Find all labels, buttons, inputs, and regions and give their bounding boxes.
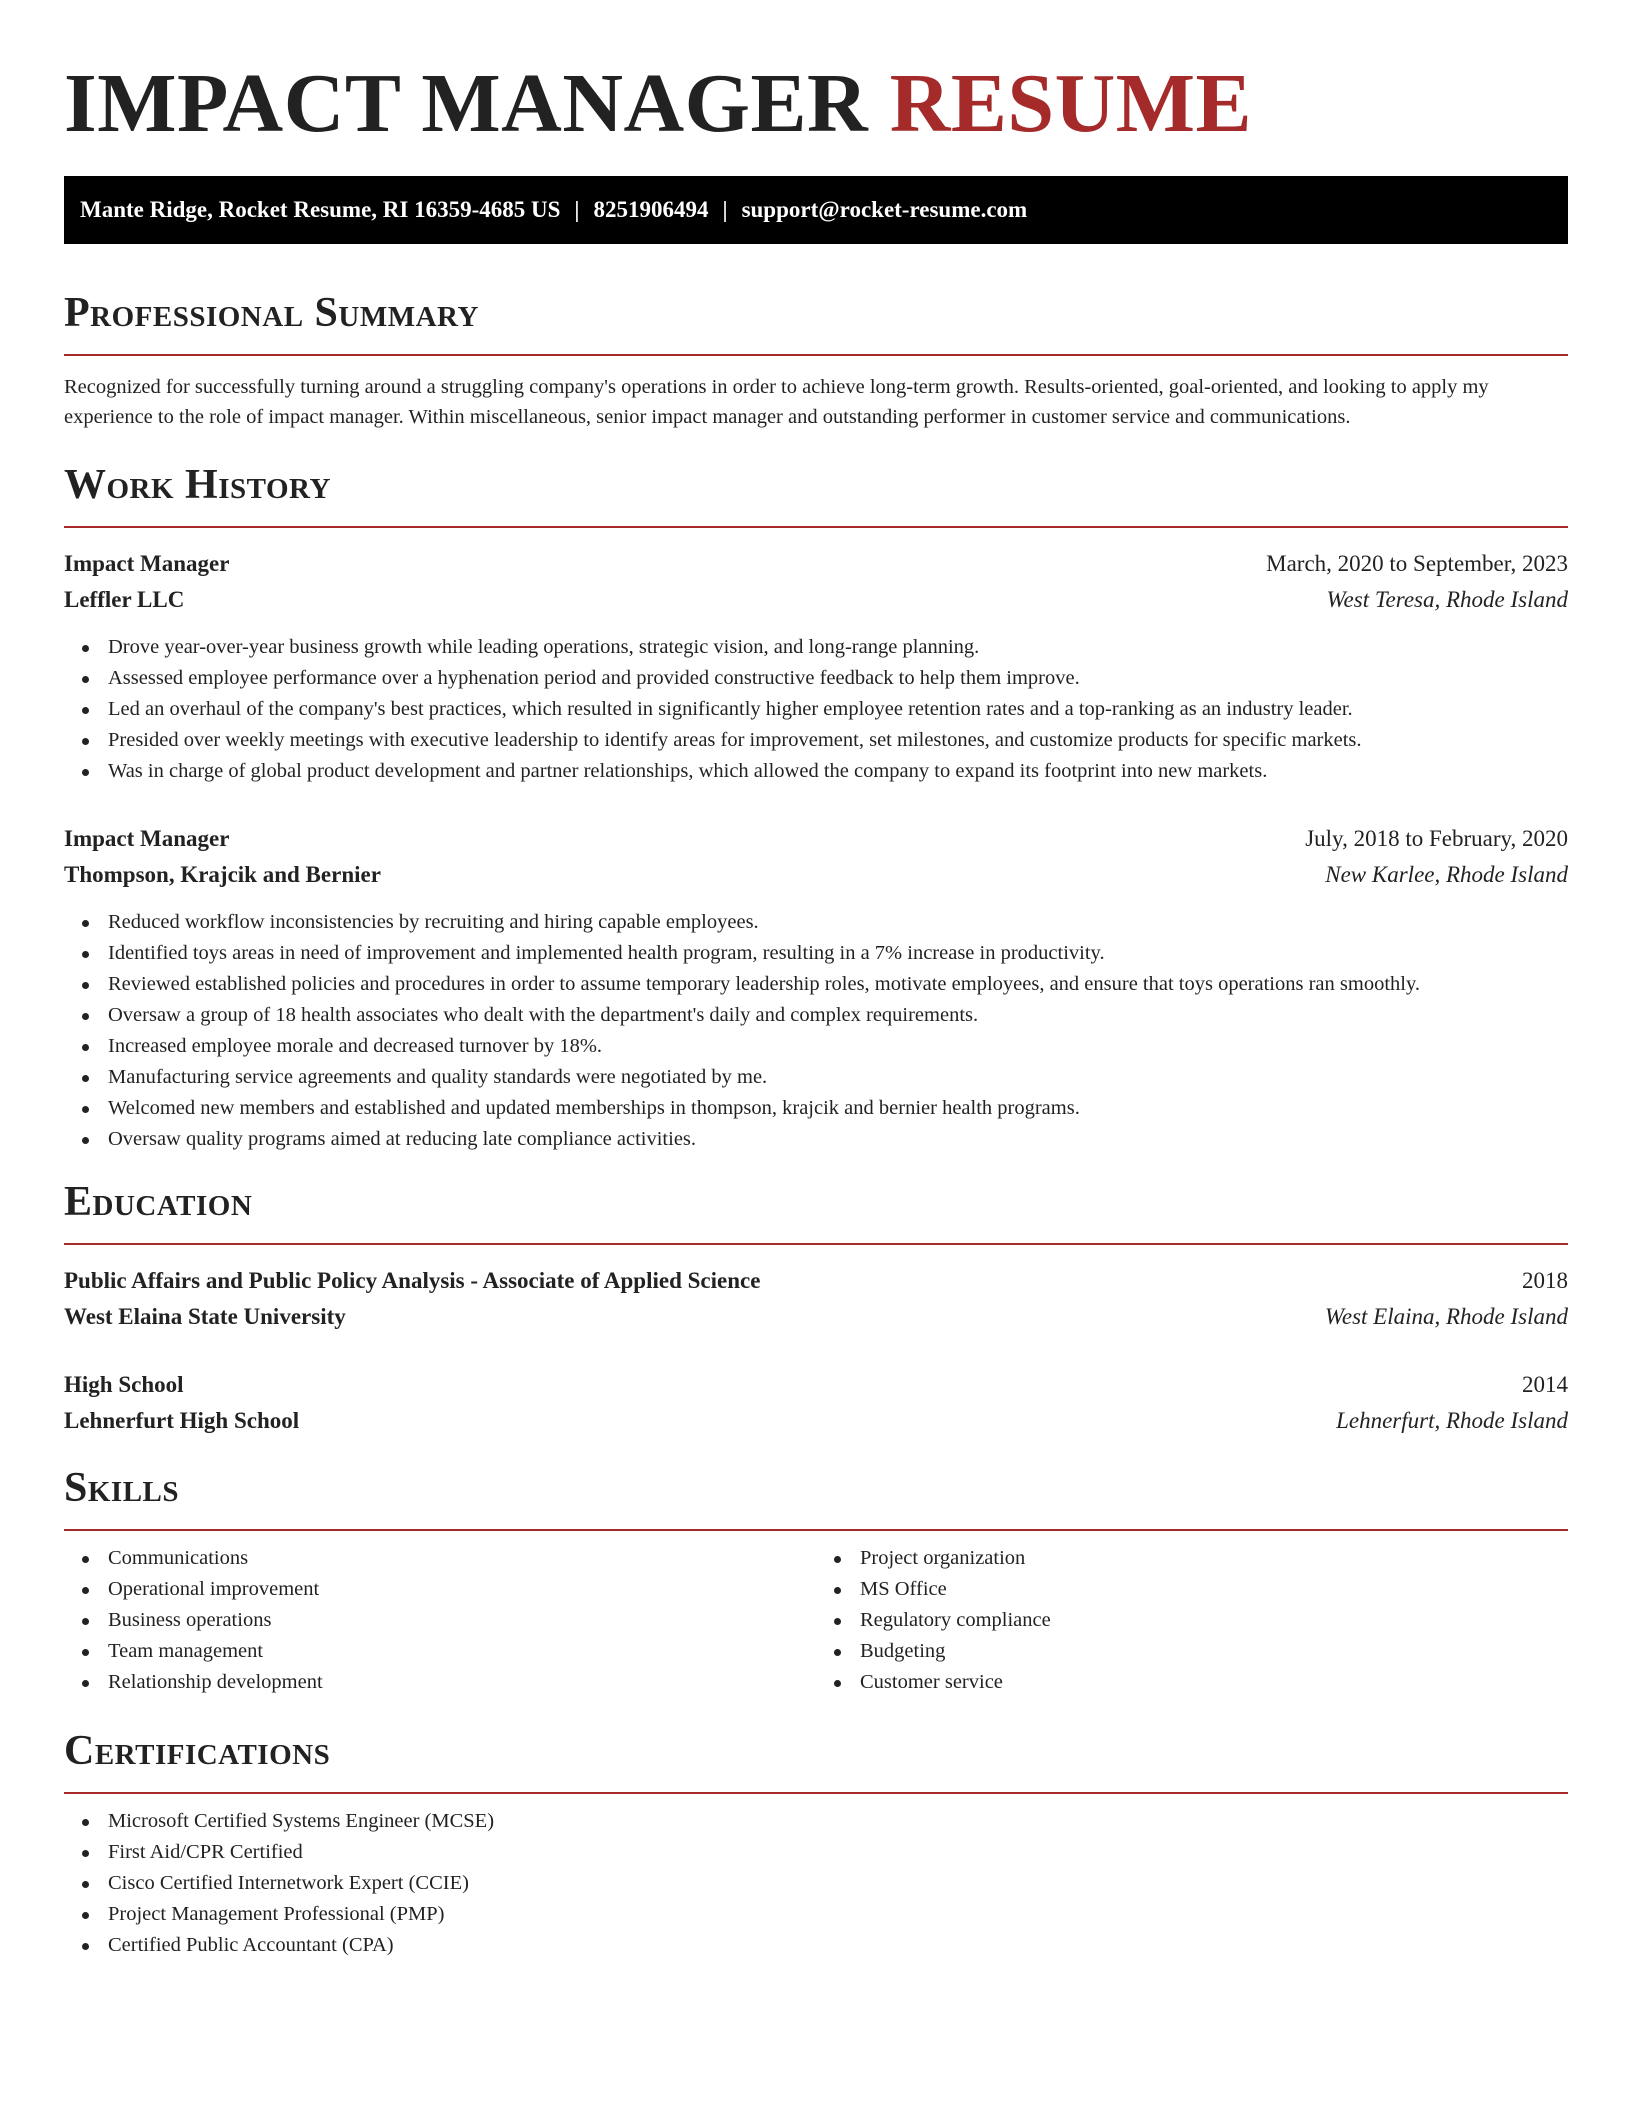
certifications-heading: Certifications	[64, 1728, 331, 1774]
resume-title	[64, 56, 1568, 152]
education-heading: Education	[64, 1179, 253, 1225]
contact-separator: |	[574, 197, 580, 222]
skill-item: Budgeting	[832, 1636, 1568, 1667]
work-history-heading: Work History	[64, 462, 331, 508]
education-location: West Elaina, Rhode Island	[1324, 1304, 1568, 1329]
job-company: Leffler LLC	[64, 587, 185, 612]
job-title: Impact Manager	[64, 826, 230, 851]
summary-heading: Professional Summary	[64, 290, 479, 336]
job-company-row	[64, 582, 1568, 618]
contact-address: Mante Ridge, Rocket Resume, RI 16359-4685 US	[80, 197, 561, 222]
skills-heading: Skills	[64, 1465, 180, 1511]
certification-item: Microsoft Certified Systems Engineer (MCSE)	[80, 1806, 1568, 1837]
skill-item: Team management	[80, 1636, 816, 1667]
certification-item: First Aid/CPR Certified	[80, 1837, 1568, 1868]
job-bullet: Identified toys areas in need of improvement and implemented health program, resulting in a 7% increase in productivity.	[80, 938, 1568, 969]
education-degree: Public Affairs and Public Policy Analysis - Associate of Applied Science	[64, 1268, 761, 1293]
skills-list	[816, 1543, 1568, 1698]
section-divider	[64, 1792, 1568, 1794]
work-history-section	[64, 460, 1568, 1155]
certification-item: Cisco Certified Internetwork Expert (CCIE)	[80, 1868, 1568, 1899]
education-entry	[64, 1263, 1568, 1335]
education-school-row	[64, 1299, 1568, 1335]
job-bullet: Reviewed established policies and procedures in order to assume temporary leadership roles, motivate employees, and ensure that toys operations ran smoothly.	[80, 969, 1568, 1000]
title-main: IMPACT MANAGER	[64, 57, 869, 150]
skills-column-right	[816, 1543, 1568, 1698]
education-school: Lehnerfurt High School	[64, 1408, 300, 1433]
job-bullet: Manufacturing service agreements and quality standards were negotiated by me.	[80, 1062, 1568, 1093]
job-company-row	[64, 857, 1568, 893]
job-bullets	[64, 907, 1568, 1155]
skills-list	[64, 1543, 816, 1698]
summary-section	[64, 288, 1568, 432]
job-title-row	[64, 821, 1568, 857]
education-degree: High School	[64, 1372, 184, 1397]
job-bullet: Drove year-over-year business growth while leading operations, strategic vision, and long-range planning.	[80, 632, 1568, 663]
job-title-row	[64, 546, 1568, 582]
job-dates: March, 2020 to September, 2023	[1266, 551, 1568, 576]
job-title: Impact Manager	[64, 551, 230, 576]
section-divider	[64, 1529, 1568, 1531]
job-company: Thompson, Krajcik and Bernier	[64, 862, 381, 887]
skill-item: Relationship development	[80, 1667, 816, 1698]
certification-item: Certified Public Accountant (CPA)	[80, 1930, 1568, 1961]
education-year: 2014	[1522, 1372, 1568, 1397]
education-location: Lehnerfurt, Rhode Island	[1336, 1408, 1568, 1433]
education-school: West Elaina State University	[64, 1304, 346, 1329]
skills-grid	[64, 1543, 1568, 1698]
job-bullet: Increased employee morale and decreased turnover by 18%.	[80, 1031, 1568, 1062]
skill-item: MS Office	[832, 1574, 1568, 1605]
contact-email[interactable]: support@rocket-resume.com	[741, 197, 1028, 222]
skills-section	[64, 1463, 1568, 1698]
education-school-row	[64, 1403, 1568, 1439]
job-entry	[64, 821, 1568, 1155]
job-bullet: Reduced workflow inconsistencies by recruiting and hiring capable employees.	[80, 907, 1568, 938]
certifications-section	[64, 1726, 1568, 1961]
job-bullet: Assessed employee performance over a hyphenation period and provided constructive feedback to help them improve.	[80, 663, 1568, 694]
job-location: New Karlee, Rhode Island	[1325, 862, 1568, 887]
education-entry	[64, 1367, 1568, 1439]
job-bullet: Oversaw a group of 18 health associates who dealt with the department's daily and complex requirements.	[80, 1000, 1568, 1031]
section-divider	[64, 354, 1568, 356]
education-year: 2018	[1522, 1268, 1568, 1293]
skill-item: Business operations	[80, 1605, 816, 1636]
skill-item: Customer service	[832, 1667, 1568, 1698]
contact-separator: |	[722, 197, 728, 222]
education-degree-row	[64, 1263, 1568, 1299]
section-divider	[64, 1243, 1568, 1245]
education-degree-row	[64, 1367, 1568, 1403]
job-bullets	[64, 632, 1568, 787]
job-entry	[64, 546, 1568, 787]
section-divider	[64, 526, 1568, 528]
skill-item: Operational improvement	[80, 1574, 816, 1605]
skill-item: Project organization	[832, 1543, 1568, 1574]
certification-item: Project Management Professional (PMP)	[80, 1899, 1568, 1930]
job-location: West Teresa, Rhode Island	[1326, 587, 1568, 612]
title-accent: RESUME	[889, 57, 1253, 150]
summary-text: Recognized for successfully turning around a struggling company's operations in order to achieve long-term growth. Results-oriented, goal-oriented, and looking to apply my experience to the role of impact manager. Within miscellaneous, senior impact manager and outstanding performer in customer service and communications.	[64, 376, 1489, 428]
contact-bar	[64, 176, 1568, 244]
job-bullet: Welcomed new members and established and updated memberships in thompson, krajcik and bernier health programs.	[80, 1093, 1568, 1124]
contact-phone[interactable]: 8251906494	[593, 197, 709, 222]
skill-item: Regulatory compliance	[832, 1605, 1568, 1636]
job-bullet: Oversaw quality programs aimed at reducing late compliance activities.	[80, 1124, 1568, 1155]
job-bullet: Presided over weekly meetings with executive leadership to identify areas for improvement, set milestones, and customize products for specific markets.	[80, 725, 1568, 756]
skills-column-left	[64, 1543, 816, 1698]
job-bullet: Led an overhaul of the company's best practices, which resulted in significantly higher employee retention rates and a top-ranking as an industry leader.	[80, 694, 1568, 725]
certifications-list	[64, 1806, 1568, 1961]
skill-item: Communications	[80, 1543, 816, 1574]
job-dates: July, 2018 to February, 2020	[1305, 826, 1568, 851]
job-bullet: Was in charge of global product development and partner relationships, which allowed the company to expand its footprint into new markets.	[80, 756, 1568, 787]
education-section	[64, 1177, 1568, 1439]
